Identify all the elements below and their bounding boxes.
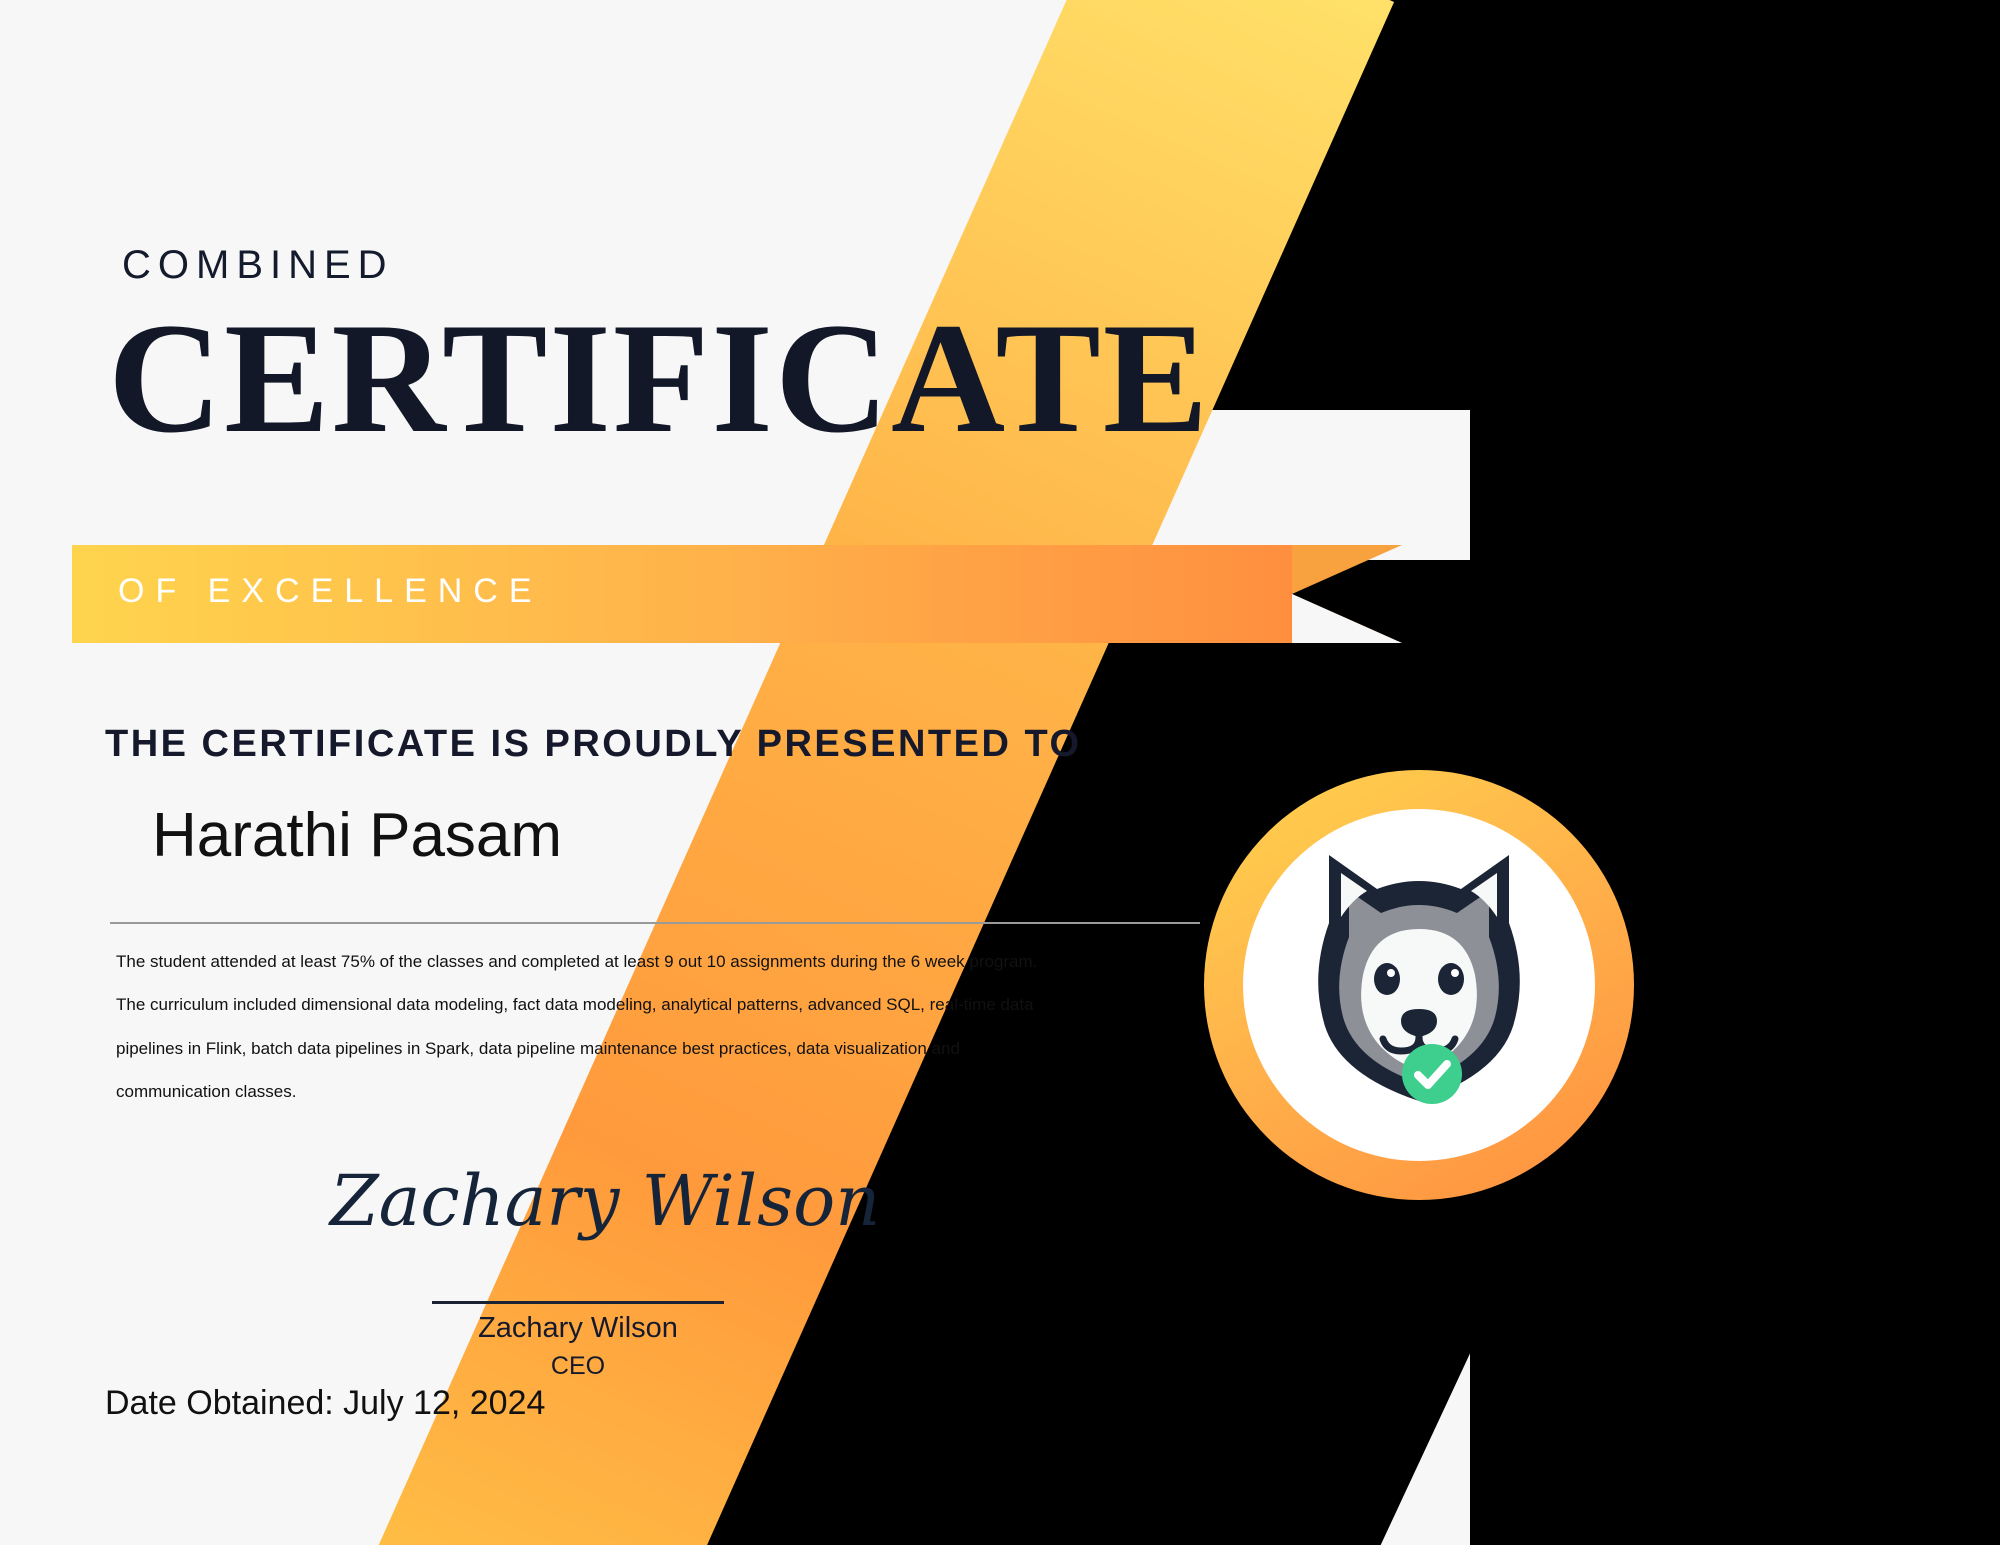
page-title: CERTIFICATE <box>108 291 1211 466</box>
certificate-kicker: COMBINED <box>122 243 394 287</box>
signature-script: Zachary Wilson <box>330 1160 881 1242</box>
recipient-name: Harathi Pasam <box>152 801 563 870</box>
divider-rule <box>110 922 1200 924</box>
signer-role: CEO <box>550 1352 606 1380</box>
date-obtained: Date Obtained: July 12, 2024 <box>105 1384 546 1422</box>
verified-check-icon <box>1400 1042 1464 1106</box>
seal-inner-disc <box>1243 809 1595 1161</box>
signature-line <box>432 1301 724 1304</box>
ribbon-label: OF EXCELLENCE <box>118 572 543 610</box>
presented-to-label: THE CERTIFICATE IS PROUDLY PRESENTED TO <box>105 723 1082 765</box>
ribbon-notch <box>1292 545 1402 643</box>
signer-name: Zachary Wilson <box>478 1312 678 1344</box>
certificate-body-text: The student attended at least 75% of the classes and completed at least 9 out 10 assignments during the 6 week program. The curriculum included dimensional data modeling, fact data modeling, analytical patterns, advanced SQL, real-time data pipelines in Flink, batch data pipelines in Spark, data pipeline maintenance best practices, data visualization and communication classes. <box>116 952 1038 1102</box>
certificate-seal <box>1204 770 1634 1200</box>
